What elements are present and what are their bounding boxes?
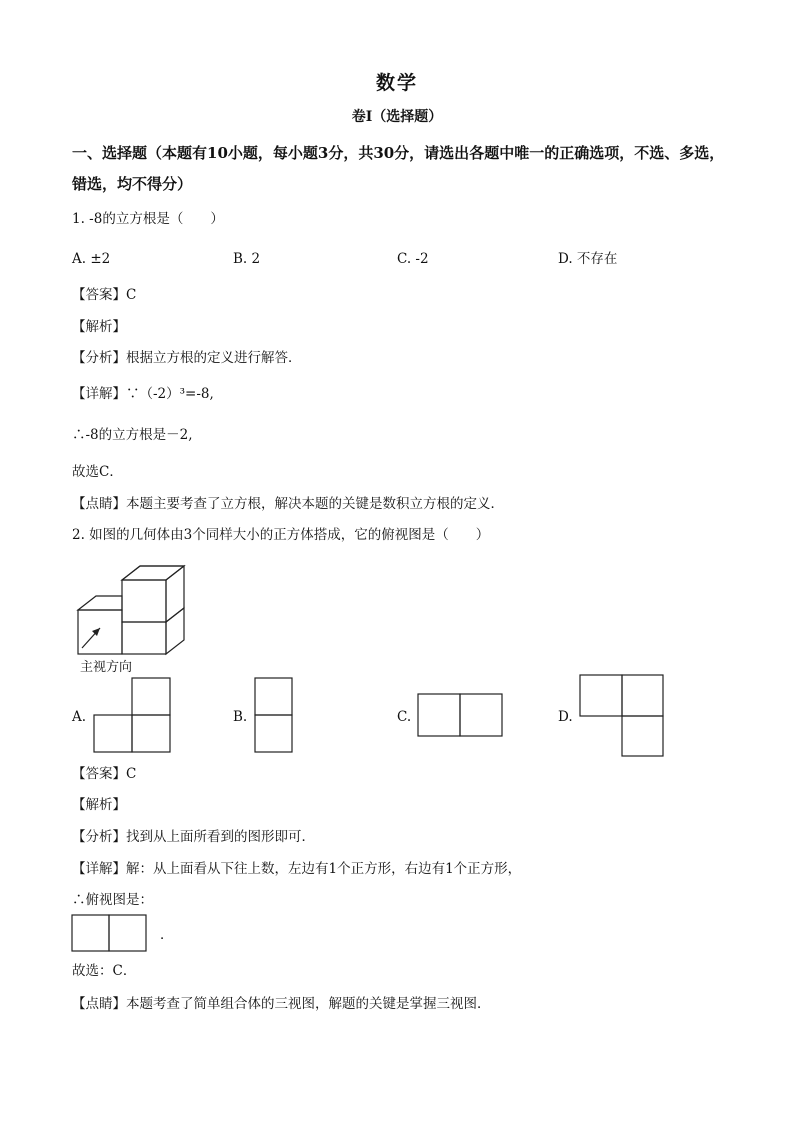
- q2-option-b-label: B.: [233, 709, 248, 725]
- q2-option-d-label: D.: [558, 709, 573, 725]
- q2-answer: 【答案】C: [72, 766, 137, 782]
- paper-subtitle: 卷I（选择题）: [351, 109, 443, 125]
- q1-question: 1. -8的立方根是（ ）: [72, 211, 224, 227]
- q1-answer: 【答案】C: [72, 287, 137, 303]
- q2-question: 2. 如图的几何体由3个同样大小的正方体搭成，它的俯视图是（ ）: [72, 527, 490, 543]
- q1-choose: 故选C．: [72, 464, 123, 480]
- q2-option-d-figure[interactable]: [579, 674, 665, 758]
- q1-analysis-label: 【解析】: [72, 319, 126, 335]
- q2-option-a-figure[interactable]: [92, 677, 172, 754]
- page-title: 数学: [375, 72, 418, 94]
- q1-xiangjie: 【详解】∵（-2）³=-8,: [72, 386, 214, 402]
- q2-option-a-label: A.: [72, 709, 87, 725]
- q1-option-a: A. ±2: [72, 251, 111, 267]
- q2-dianjing: 【点睛】本题考查了简单组合体的三视图，解题的关键是掌握三视图．: [72, 996, 491, 1012]
- q2-choose: 故选：C．: [72, 963, 137, 979]
- q1-fenxi: 【分析】根据立方根的定义进行解答．: [72, 350, 302, 366]
- q2-analysis-label: 【解析】: [72, 797, 126, 813]
- q2-fenxi: 【分析】找到从上面所看到的图形即可．: [72, 829, 315, 845]
- q2-option-c-figure[interactable]: [417, 693, 504, 738]
- top-view-figure: [71, 914, 149, 953]
- q2-period: ．: [160, 927, 174, 943]
- section-heading: 一、选择题（本题有10小题，每小题3分，共30分，请选出各题中唯一的正确选项，不选、多选，错选，均不得分）: [72, 144, 725, 193]
- view-direction-label: 主视方向: [80, 660, 133, 675]
- q1-dianjing: 【点睛】本题主要考查了立方根，解决本题的关键是数积立方根的定义．: [72, 496, 504, 512]
- q1-option-b: B. 2: [233, 251, 261, 267]
- q1-step2: ∴-8的立方根是－2,: [72, 427, 193, 443]
- q2-conclusion: ∴俯视图是：: [72, 892, 153, 908]
- q2-xiangjie: 【详解】解：从上面看从下往上数，左边有1个正方形，右边有1个正方形，: [72, 861, 522, 877]
- q2-option-b-figure[interactable]: [254, 677, 294, 754]
- q2-option-c-label: C.: [397, 709, 412, 725]
- q1-option-d: D. 不存在: [558, 251, 618, 267]
- cube-stack-figure: [70, 560, 190, 660]
- q1-option-c: C. -2: [397, 251, 429, 267]
